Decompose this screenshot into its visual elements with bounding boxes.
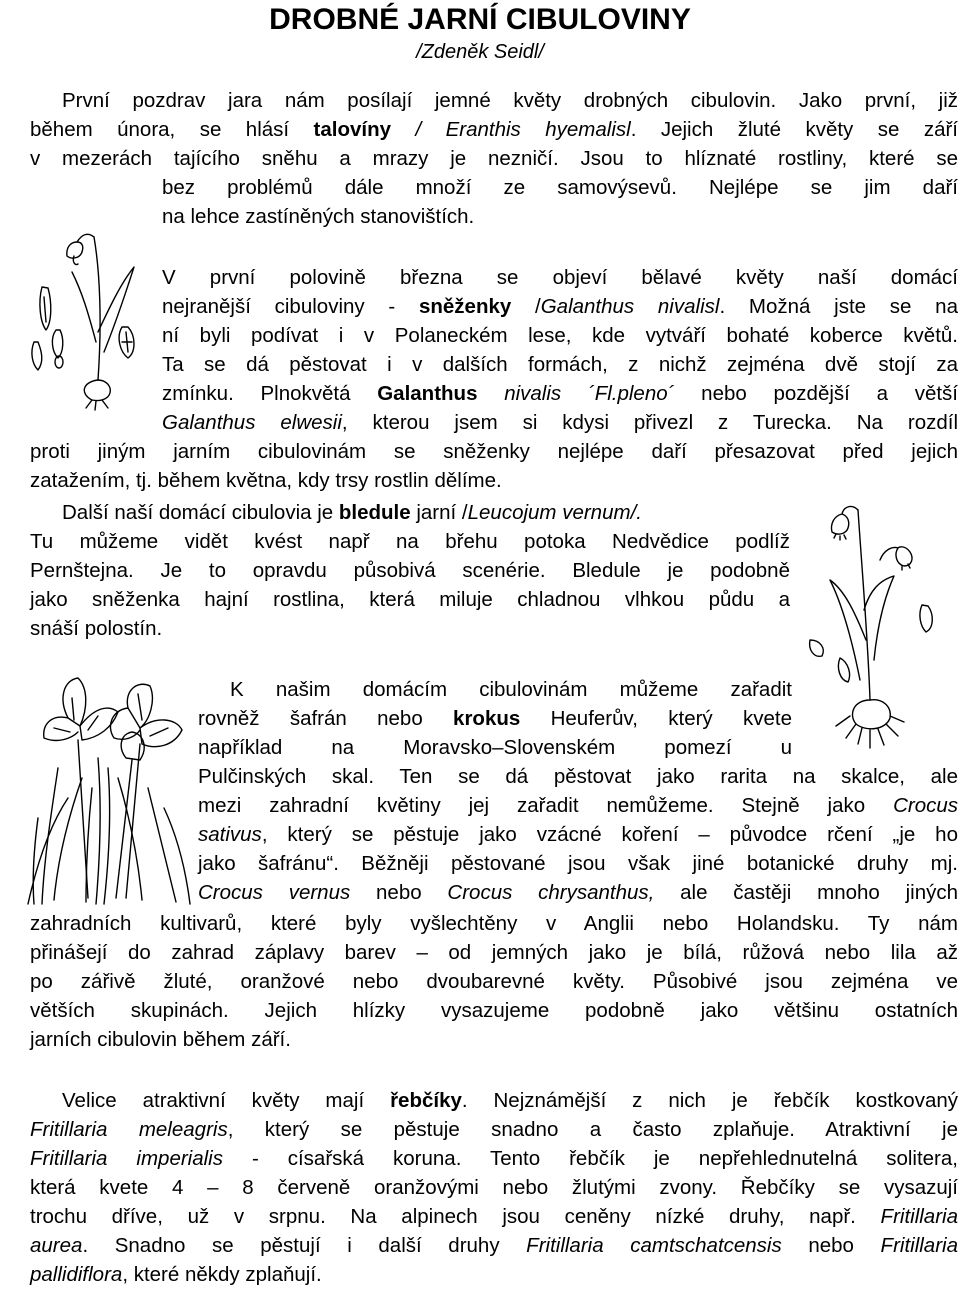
text-line (30, 556, 790, 585)
text-run: Crocus vernus (198, 881, 351, 904)
text-line (198, 791, 958, 820)
text-run: nebo (781, 1234, 881, 1257)
text-line (62, 86, 958, 115)
text-line (30, 1025, 958, 1054)
text-run: ale častěji mnoho jiných (654, 881, 958, 904)
author-line: /Zdeněk Seidl/ (416, 41, 544, 63)
text-line (30, 1144, 958, 1173)
text-run: větších skupinách. Jejich hlízky vysazujeme podobně jako většinu ostatních (30, 999, 958, 1022)
text-run: / Eranthis hyemalisl (391, 118, 631, 141)
text-line (198, 762, 958, 791)
text-run: nivalis ´Fl.pleno´ (477, 382, 675, 405)
text-line (62, 498, 760, 527)
text-line (162, 292, 958, 321)
text-line (30, 996, 958, 1025)
text-run: zatažením, tj. během května, kdy trsy rostlin dělíme. (30, 469, 502, 492)
text-run: rovněž šafrán nebo (198, 707, 454, 730)
text-run: bez problémů dále množí ze samovýsevů. Nejlépe se jim daří (162, 176, 958, 199)
text-run: trochu dříve, už v srpnu. Na alpinech jsou ceněny nízké druhy, např. (30, 1205, 881, 1228)
text-run: jako šafránu“. Běžněji pěstované jsou však jiné botanické druhy mj. (198, 852, 958, 875)
text-line (230, 675, 792, 704)
text-line (162, 321, 958, 350)
text-line (30, 1115, 958, 1144)
text-run: zmínku. Plnokvětá (162, 382, 378, 405)
text-run: například na Moravsko–Slovenském pomezí u (198, 736, 792, 759)
text-run: Fritillaria (880, 1205, 958, 1228)
text-run: nejranější cibuloviny - (162, 295, 419, 318)
text-run: . Možná jste se na (719, 295, 958, 318)
text-run: Galanthus nivalisl (540, 295, 720, 318)
text-run: Galanthus elwesii (162, 411, 342, 434)
text-run: nebo pozdější a větší (674, 382, 958, 405)
text-line (162, 173, 958, 202)
text-run: K našim domácím cibulovinám můžeme zařadit (230, 678, 792, 701)
text-line (198, 704, 792, 733)
text-line (30, 967, 958, 996)
text-run: pallidiflora (30, 1263, 123, 1286)
text-line (30, 1231, 958, 1260)
text-run: jako sněženka hajní rostlina, která miluje chladnou vlhkou půdu a (30, 588, 790, 611)
text-run: jarních cibulovin během září. (30, 1028, 291, 1051)
text-run: Další naší domácí cibulovia je (62, 501, 339, 524)
text-line (30, 115, 958, 144)
text-line (30, 1202, 958, 1231)
text-run: Fritillaria imperialis (30, 1147, 223, 1170)
text-run: V první polovině března se objeví bělavé květy naší domácí (162, 266, 958, 289)
text-line (30, 585, 790, 614)
text-run: Ta se dá pěstovat i v dalších formách, z nichž zejména dvě stojí za (162, 353, 958, 376)
text-run: proti jiným jarním cibulovinám se sněženky nejlépe daří přesazovat před jejich (30, 440, 958, 463)
page-title: DROBNÉ JARNÍ CIBULOVINY (269, 3, 691, 36)
text-run: na lehce zastíněných stanovištích. (162, 205, 475, 228)
text-run: , které někdy zplaňují. (122, 1263, 322, 1286)
text-run: sněženky (418, 295, 512, 318)
text-run: mezi zahradní květiny jej zařadit nemůžeme. Stejně jako (198, 794, 894, 817)
text-run: . Snadno se pěstují i další druhy (82, 1234, 527, 1257)
text-line (30, 144, 958, 173)
text-run: Heuferův, který kvete (520, 707, 792, 730)
text-run: Pernštejna. Je to opravdu působivá scenérie. Bledule je podobně (30, 559, 790, 582)
text-line (30, 909, 958, 938)
snowdrop-illustration (22, 212, 167, 412)
text-run: nebo (350, 881, 448, 904)
text-run: během února, se hlásí (30, 118, 314, 141)
text-line (198, 733, 792, 762)
text-run: krokus (453, 707, 521, 730)
snowflake-illustration (800, 490, 958, 755)
text-line (30, 614, 790, 643)
text-run: Crocus (893, 794, 958, 817)
text-run: talovíny (313, 118, 392, 141)
text-line (198, 849, 958, 878)
text-run: Fritillaria camtschatcensis (526, 1234, 782, 1257)
text-line (30, 938, 958, 967)
crocus-illustration (8, 668, 198, 908)
text-run: , který se pěstuje snadno a často zplaňuje. Atraktivní je (227, 1118, 958, 1141)
text-run: Velice atraktivní květy mají (62, 1089, 391, 1112)
text-line (30, 1173, 958, 1202)
text-run: První pozdrav jara nám posílají jemné květy drobných cibulovin. Jako první, již (62, 89, 958, 112)
text-run: . Jejich žluté květy se září (630, 118, 959, 141)
text-run: ní byli podívat i v Polaneckém lese, kde vytváří bohaté koberce květů. (162, 324, 958, 347)
text-line (162, 379, 958, 408)
text-line (198, 820, 958, 849)
text-run: snáší polostín. (30, 617, 163, 640)
text-run: jarní / (410, 501, 468, 524)
text-run: Galanthus (377, 382, 478, 405)
text-run: Pulčinských skal. Ten se dá pěstovat jako rarita na skalce, ale (198, 765, 958, 788)
text-run: po zářivě žluté, oranžové nebo dvoubarevné květy. Působivé jsou zejména ve (30, 970, 958, 993)
text-run: aurea (30, 1234, 83, 1257)
text-run: zahradních kultivarů, které byly vyšlechtěny v Anglii nebo Holandsku. Ty nám (30, 912, 958, 935)
text-run: řebčíky (390, 1089, 462, 1112)
text-line (30, 1260, 958, 1289)
text-run: / (511, 295, 541, 318)
text-line (30, 437, 958, 466)
text-run: Fritillaria (880, 1234, 958, 1257)
text-run: Leucojum vernum/. (467, 501, 642, 524)
text-run: v mezerách tajícího sněhu a mrazy je nezničí. Jsou to hlíznaté rostliny, které se (30, 147, 958, 170)
text-line (198, 878, 958, 907)
text-line (162, 350, 958, 379)
text-run: Fritillaria meleagris (30, 1118, 228, 1141)
text-line (162, 263, 958, 292)
text-line (62, 1086, 958, 1115)
text-run: - císařská koruna. Tento řebčík je nepřehlednutelná solitera, (222, 1147, 958, 1170)
text-run: bledule (338, 501, 411, 524)
text-run: , kterou jsem si kdysi přivezl z Turecka. Na rozdíl (341, 411, 958, 434)
text-line (30, 527, 790, 556)
text-line (162, 202, 958, 231)
text-run: Tu můžeme vidět kvést např na břehu potoka Nedvědice podlíž (30, 530, 790, 553)
text-run: která kvete 4 – 8 červeně oranžovými nebo žlutými zvony. Řebčíky se vysazují (30, 1176, 958, 1199)
text-run: , který se pěstuje jako vzácné koření – původce rčení „je ho (261, 823, 958, 846)
text-run: Crocus chrysanthus, (447, 881, 655, 904)
text-run: přinášejí do zahrad záplavy barev – od jemných jako je bílá, růžová nebo lila až (30, 941, 958, 964)
text-line (162, 408, 958, 437)
text-run: sativus (198, 823, 262, 846)
text-run: . Nejznámější z nich je řebčík kostkovaný (461, 1089, 958, 1112)
